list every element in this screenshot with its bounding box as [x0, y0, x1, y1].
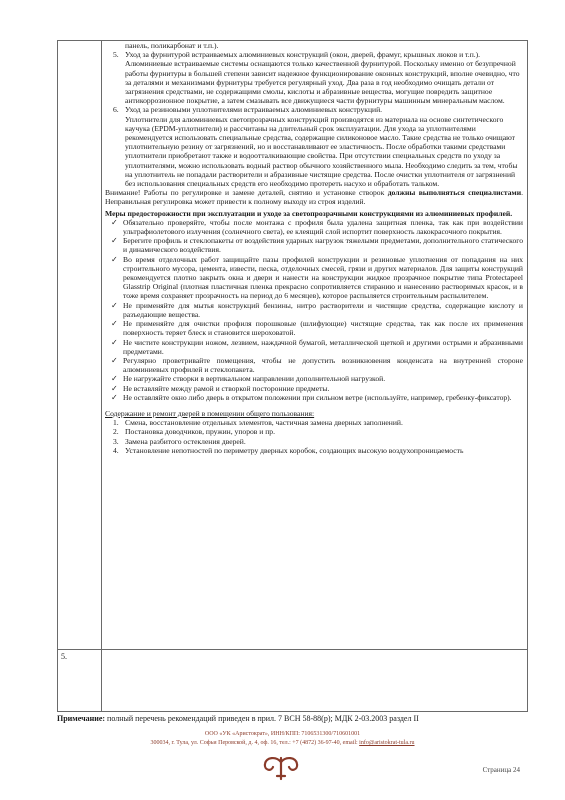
- check-icon: ✓: [111, 319, 118, 329]
- precaution-item: [105, 356, 523, 374]
- item-title: Уход за резиновыми уплотнителями встраиваемых алюминиевых конструкций.: [125, 105, 383, 115]
- doors-heading: Содержание и ремонт дверей в помещении общего пользования:: [105, 408, 315, 418]
- item-body: Уплотнители для алюминиевых светопрозрачных конструкций производятся из материала на основе синтетического каучука (EPDM-уплотнители) и рассчитаны на длительный срок эксплуатации. Для ухода за уплотнителями рекомендуется использовать специальные средства, содержащие силиконовое масло. Такие средства не только очищают уплотнительную резину от загрязнений, но и восстанавливают ее эластичность. После обработки такими средствами уплотнители приобретают также и водоотталкивающие свойства. При отсутствии специальных средств по уходу за уплотнителями, можно использовать водный раствор обычного хозяйственного мыла. Необходимо следить за тем, чтобы на уплотнитель не попадали растворители и абразивные чистящие средства. После очистки уплотнителя от загрязнений без использования специальных средств его необходимо протереть насухо и обработать тальком.: [125, 114, 518, 189]
- doors-item-text: Установление непотностей по периметру дверных коробок, создающих высокую воздухопроницаемость: [125, 445, 464, 455]
- precaution-item: [105, 236, 523, 254]
- precaution-text: Не нагружайте створки в вертикальном направлении дополнительной нагрузкой.: [123, 374, 386, 384]
- doors-list-item: [105, 427, 523, 436]
- top-fragment: панель, поликарбонат и т.п.).: [125, 41, 219, 50]
- precautions-list: [105, 218, 523, 402]
- list-number: 4.: [113, 445, 119, 455]
- column-divider: [101, 41, 102, 711]
- precaution-text: Не применяйте для мытья конструкций бензины, нитро растворители и чистящие средства, содержащие кислоту и разъедающие вещества.: [123, 300, 523, 319]
- footer-address: 300034, г. Тула, ул. Софьи Перовской, д. 4, оф. 16, тел.: +7 (4872) 36-97-40, email: info@aristokrat-tula.ru: [150, 740, 415, 746]
- precaution-item: [105, 384, 523, 393]
- precaution-text: Регулярно проветривайте помещения, чтобы не допустить возникновения конденсата на внутренней стороне алюминиевых профилей и стеклопакета.: [123, 355, 523, 375]
- main-content: [105, 41, 523, 455]
- note: [57, 714, 419, 723]
- precaution-text: Не оставляйте окно либо дверь в открытом положении при сильном ветре (используйте, например, гребенку-фиксатор).: [123, 392, 512, 402]
- precautions-heading: Меры предосторожности при эксплуатации и уходе за светопрозрачными конструкциями из алюминиевых профилей.: [105, 208, 513, 218]
- row-number: 5.: [61, 652, 67, 661]
- doors-list-item: [105, 418, 523, 427]
- ornament-logo: [258, 754, 304, 782]
- check-icon: ✓: [111, 355, 118, 365]
- list-number: 2.: [113, 427, 119, 437]
- page-number: Страница 24: [482, 766, 520, 774]
- check-icon: ✓: [111, 236, 118, 246]
- item-title: Уход за фурнитурой встраиваемых алюминиевых конструкций (окон, дверей, фрамуг, крышных люков и т.п.).: [125, 50, 481, 60]
- check-icon: ✓: [111, 300, 118, 310]
- precaution-item: [105, 374, 523, 383]
- precaution-text: Обязательно проверяйте, чтобы после монтажа с профиля была удалена защитная пленка, так как при воздействии ультрафиолетового излучения (солнечного света), ее клеящий слой испортит поверхность лакокрасочного покрытия.: [123, 217, 523, 237]
- list-number: 5.: [113, 50, 119, 60]
- doors-item-text: Смена, восстановление отдельных элементов, частичная замена дверных заполнений.: [125, 418, 403, 428]
- precaution-text: Не применяйте для очистки профиля порошковые (шлифующие) чистящие средства, так как после их применения поверхность теряет блеск и становится шероховатой.: [123, 319, 523, 338]
- precaution-item: [105, 319, 523, 337]
- precaution-item: [105, 338, 523, 356]
- check-icon: ✓: [111, 254, 118, 264]
- precaution-item: [105, 301, 523, 319]
- warning-emphasis: должны выполняться специалистами: [387, 188, 522, 198]
- precaution-item: [105, 255, 523, 301]
- check-icon: ✓: [111, 374, 118, 384]
- item-body: Алюминиевые встраиваемые системы оснащаются только качественной фурнитурой. Поскольку именно от безупречной работы фурнитуры в большей степени зависит надежное функционирование оконных конструкций, вполне очевидно, что за деталями и механизмами фурнитуры требуется регулярный уход. Два раза в год необходимо очищать детали от загрязнения средствами, не содержащими смолы, кислоты и абразивные вещества, могущие повредить защитное антикоррозионное покрытие, а затем смазывать все движущиеся части фурнитуры машинным минеральным маслом.: [125, 59, 520, 106]
- precaution-text: Во время отделочных работ защищайте пазы профилей конструкции и резиновые уплотнения от попадания на них строительного мусора, цемента, извести, песка, отделочных смесей, грязи и других материалов. Для защиты конструкций рекомендуется плотно закрыть окна и двери и нанести на конструкции жидкое прозрачное покрытие типа Protectapeel Glasstrip Original (плотная пластичная пленка прекрасно сопротивляется стиранию и нанесению растворимых красок, и в тоже время сохраняет прозрачность на период до 6 месяцев), которое распыляется строительным распылителем.: [123, 254, 523, 301]
- note-text: полный перечень рекомендаций приведен в прил. 7 ВСН 58-88(р); МДК 2-03.2003 раздел II: [105, 714, 419, 723]
- check-icon: ✓: [111, 217, 118, 227]
- warning-text: Внимание! Работы по регулировке и замене деталей, снятию и установке створок должны выполняться специалистами. Неправильная регулировка может привести к полному выходу из строя изделий.: [105, 188, 523, 207]
- footer-email-link[interactable]: info@aristokrat-tula.ru: [359, 740, 415, 746]
- doors-item-text: Постановка доводчиков, пружин, упоров и пр.: [125, 427, 275, 437]
- precaution-text: Не вставляйте между рамой и створкой посторонние предметы.: [123, 383, 330, 393]
- list-number: 6.: [113, 105, 119, 115]
- note-label: Примечание:: [57, 714, 106, 723]
- check-icon: ✓: [111, 337, 118, 347]
- list-number: 1.: [113, 418, 119, 428]
- list-number: 3.: [113, 436, 119, 446]
- precaution-item: [105, 393, 523, 402]
- doors-list-item: [105, 446, 523, 455]
- doors-list-item: [105, 437, 523, 446]
- content-table: [57, 40, 528, 712]
- precaution-text: Берегите профиль и стеклопакеты от воздействия ударных нагрузок тяжелыми предметами, дополнительного статического и динамического воздействия.: [123, 236, 523, 255]
- doors-list: [105, 418, 523, 455]
- precaution-item: [105, 218, 523, 236]
- check-icon: ✓: [111, 383, 118, 393]
- footer-company: ООО «УК «Аристократ», ИНН/КПП: 7106531300/710601001: [204, 731, 361, 737]
- check-icon: ✓: [111, 392, 118, 402]
- row-divider: [58, 649, 527, 650]
- list-item-5: [105, 50, 523, 105]
- precaution-text: Не чистите конструкции ножом, лезвием, наждачной бумагой, металлической щеткой и другими острыми и абразивными предметами.: [123, 337, 523, 356]
- list-item-6: [105, 105, 523, 188]
- doors-item-text: Замена разбитого остекления дверей.: [125, 436, 246, 446]
